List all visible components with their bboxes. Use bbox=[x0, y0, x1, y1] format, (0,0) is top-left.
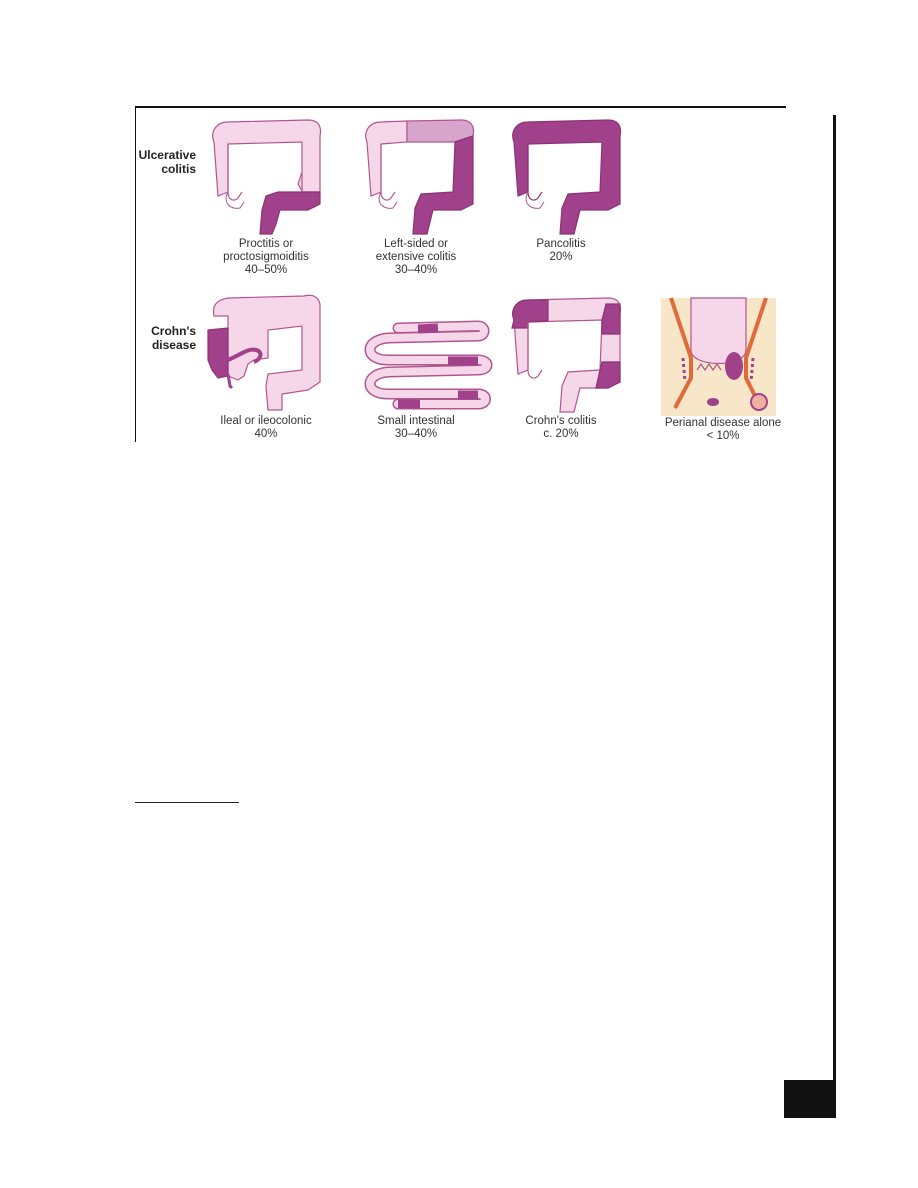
caption-pancolitis bbox=[511, 238, 611, 264]
caption-line: 40–50% bbox=[244, 264, 288, 276]
row-label-line: Ulcerative bbox=[138, 148, 196, 162]
row-label-line: disease bbox=[151, 338, 196, 352]
caption-line: Small intestinal bbox=[377, 415, 455, 427]
caption-proctitis bbox=[211, 238, 321, 277]
caption-line: Crohn's colitis bbox=[525, 415, 597, 427]
caption-line: extensive colitis bbox=[375, 251, 457, 263]
caption-line: < 10% bbox=[706, 430, 740, 442]
caption-ileal bbox=[206, 415, 326, 441]
caption-line: Left-sided or bbox=[384, 238, 448, 250]
perianal-illustration bbox=[661, 298, 776, 416]
page-number-box bbox=[784, 1080, 836, 1118]
row-label-ulcerative-colitis bbox=[136, 148, 196, 176]
colon-crohns-colitis-illustration bbox=[512, 298, 621, 412]
caption-line: Ileal or ileocolonic bbox=[220, 415, 312, 427]
caption-perianal bbox=[660, 417, 786, 443]
section-underline bbox=[135, 802, 239, 803]
caption-crohns-colitis bbox=[511, 415, 611, 441]
caption-line: c. 20% bbox=[543, 428, 579, 440]
caption-left-sided bbox=[361, 238, 471, 277]
small-intestine-illustration bbox=[370, 326, 487, 404]
caption-line: 20% bbox=[549, 251, 573, 263]
caption-line: Perianal disease alone bbox=[664, 417, 782, 429]
caption-line: Proctitis or bbox=[238, 238, 294, 250]
colon-proctitis-illustration bbox=[213, 120, 321, 234]
caption-line: proctosigmoiditis bbox=[223, 251, 309, 263]
row-label-crohns-disease bbox=[136, 324, 196, 352]
vertical-rule bbox=[833, 115, 836, 1118]
caption-line: 40% bbox=[254, 428, 278, 440]
caption-line: Pancolitis bbox=[536, 238, 586, 250]
ibd-distribution-figure bbox=[135, 106, 786, 442]
caption-small-intestinal bbox=[361, 415, 471, 441]
colon-pancolitis-illustration bbox=[513, 120, 621, 234]
row-label-line: colitis bbox=[161, 162, 196, 176]
colon-left-sided-illustration bbox=[366, 120, 474, 234]
caption-line: 30–40% bbox=[394, 428, 438, 440]
colon-ileal-illustration bbox=[208, 295, 320, 410]
row-label-line: Crohn's bbox=[151, 324, 196, 338]
caption-line: 30–40% bbox=[394, 264, 438, 276]
